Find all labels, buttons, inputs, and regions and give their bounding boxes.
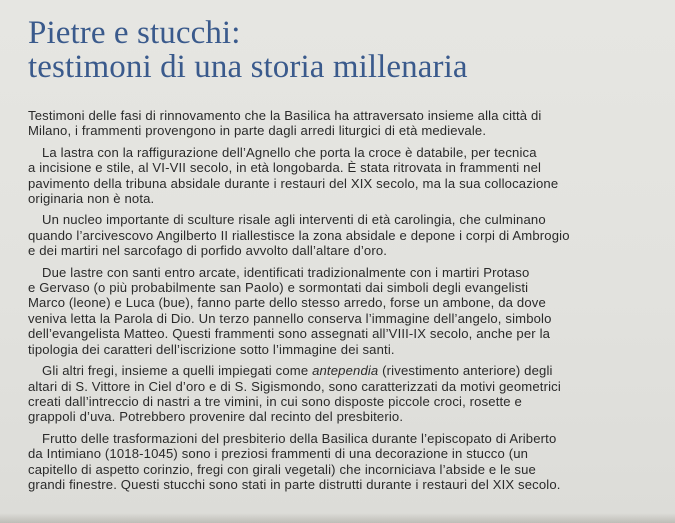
paragraph-carolingia (28, 212, 653, 258)
text-line: veniva letta la Parola di Dio. Un terzo pannello conserva l’immagine dell’angelo, simbolo (28, 310, 552, 326)
paragraph-lastre-santi (28, 265, 653, 357)
panel-body-text (28, 108, 653, 498)
text-line: creati dall’intreccio di nastri a tre vimini, in cui sono disposte piccole croci, rosette e (28, 393, 522, 409)
paragraph-agnello (28, 145, 653, 207)
paragraph-fregi (28, 363, 653, 425)
text-line: grandi finestre. Questi stucchi sono stati in parte distrutti durante i restauri del XIX secolo. (28, 476, 561, 492)
text-line: altari di S. Vittore in Ciel d’oro e di S. Sigismondo, sono caratterizzati da motivi geometrici (28, 378, 561, 394)
text-line: grappoli d’uva. Potrebbero provenire dal recinto del presbiterio. (28, 409, 404, 425)
title-line-1: Pietre e stucchi: (28, 15, 241, 51)
italic-term: antependia (312, 363, 379, 379)
text-segment: (rivestimento anteriore) degli (378, 363, 553, 379)
text-segment: Gli altri fregi, insieme a quelli impiegati come (42, 363, 313, 379)
title-line-2: testimoni di una storia millenaria (28, 49, 468, 85)
text-line: Due lastre con santi entro arcate, identificati tradizionalmente con i martiri Protaso (42, 264, 530, 280)
paragraph-intro (28, 108, 653, 139)
text-line: Un nucleo importante di sculture risale agli interventi di età carolingia, che culminano (42, 212, 546, 228)
text-line: Frutto delle trasformazioni del presbiterio della Basilica durante l’episcopato di Ariberto (42, 430, 557, 446)
text-line: e Gervaso (o più probabilmente san Paolo) e sormontati dai simboli degli evangelisti (28, 280, 529, 296)
text-line: quando l’arcivescovo Angilberto II riallestisce la zona absidale e depone i corpi di Ambrogio (28, 227, 570, 243)
text-line: pavimento della tribuna absidale durante i restauri del XIX secolo, ma la sua collocazione (28, 175, 559, 191)
text-line: originaria non è nota. (28, 191, 155, 207)
text-line: a incisione e stile, al VI-VII secolo, in età longobarda. È stata ritrovata in frammenti nel (28, 160, 542, 176)
paragraph-stucchi (28, 431, 653, 493)
text-line: capitello di aspetto corinzio, fregi con girali vegetali) che incorniciava l’abside e le sue (28, 461, 536, 477)
text-line: Testimoni delle fasi di rinnovamento che la Basilica ha attraversato insieme alla città di (28, 108, 542, 123)
text-line: La lastra con la raffigurazione dell’Agnello che porta la croce è databile, per tecnica (42, 144, 537, 160)
text-line: e dei martiri nel sarcofago di porfido avvolto dall’altare d’oro. (28, 243, 388, 259)
text-line: da Intimiano (1018-1045) sono i preziosi frammenti di una decorazione in stucco (un (28, 446, 529, 462)
text-line: tipologia dei caratteri dell’iscrizione sotto l’immagine dei santi. (28, 341, 395, 357)
text-line: Milano, i frammenti provengono in parte dagli arredi liturgici di età medievale. (28, 123, 487, 139)
text-line (28, 363, 653, 378)
text-line: dell’evangelista Matteo. Questi frammenti sono assegnati all’VIII-IX secolo, anche per la (28, 326, 551, 342)
text-line: Marco (leone) e Luca (bue), fanno parte dello stesso arredo, forse un ambone, da dove (28, 295, 546, 311)
panel-title (28, 16, 468, 84)
